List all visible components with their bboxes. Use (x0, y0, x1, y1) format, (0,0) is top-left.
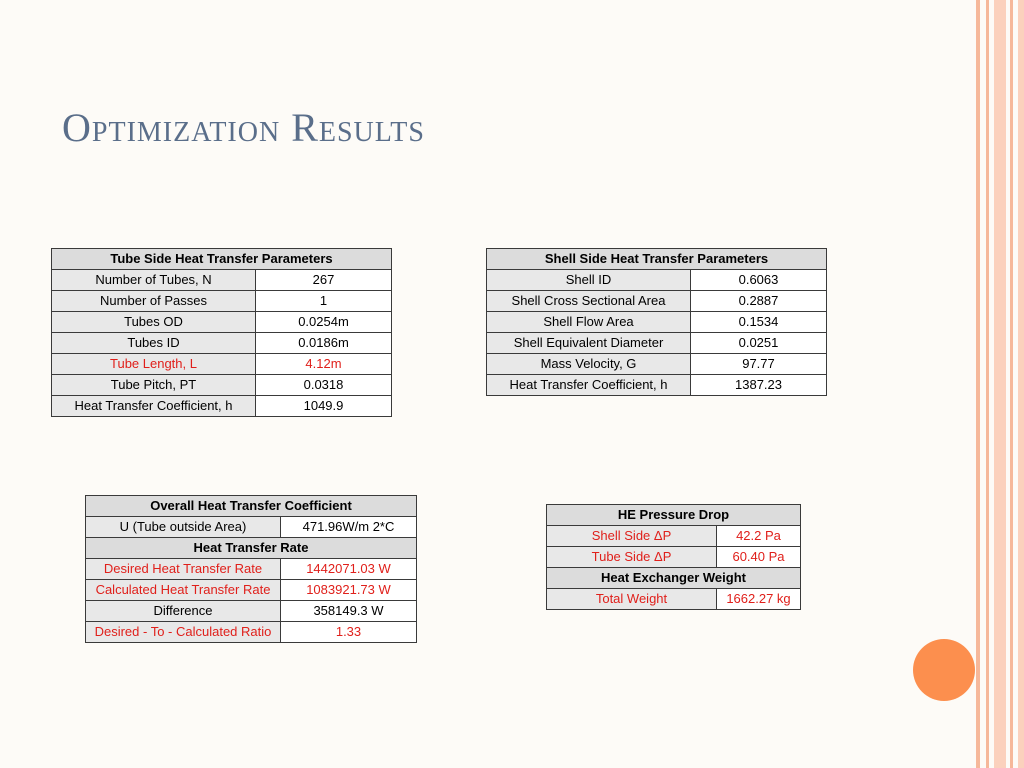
table-header-row (52, 249, 392, 270)
row-value: 1442071.03 W (281, 559, 417, 580)
table-row (52, 375, 392, 396)
page-title: Optimization Results (62, 105, 425, 150)
row-value: 97.77 (691, 354, 827, 375)
table-row (547, 526, 801, 547)
row-value: 1662.27 kg (717, 589, 801, 610)
row-label: Desired - To - Calculated Ratio (86, 622, 281, 643)
row-label: Calculated Heat Transfer Rate (86, 580, 281, 601)
row-value: 471.96W/m 2*C (281, 517, 417, 538)
row-value: 1 (256, 291, 392, 312)
table-row (86, 622, 417, 643)
row-label: Tube Pitch, PT (52, 375, 256, 396)
table-subheader: Heat Transfer Rate (86, 538, 417, 559)
row-label: Tubes OD (52, 312, 256, 333)
row-label: Tube Side ΔP (547, 547, 717, 568)
table-row (547, 589, 801, 610)
row-label: Number of Tubes, N (52, 270, 256, 291)
row-value: 42.2 Pa (717, 526, 801, 547)
table-row (487, 354, 827, 375)
table-row (52, 270, 392, 291)
row-label: Shell Equivalent Diameter (487, 333, 691, 354)
row-label: Tubes ID (52, 333, 256, 354)
row-label: Total Weight (547, 589, 717, 610)
pressure-drop-table (546, 504, 801, 610)
table-row (52, 291, 392, 312)
table-row (52, 354, 392, 375)
row-value: 0.6063 (691, 270, 827, 291)
table-row (487, 375, 827, 396)
row-value: 0.0318 (256, 375, 392, 396)
row-label: U (Tube outside Area) (86, 517, 281, 538)
row-label: Difference (86, 601, 281, 622)
table-row (86, 517, 417, 538)
table-header-row (86, 538, 417, 559)
table-header: Overall Heat Transfer Coefficient (86, 496, 417, 517)
row-value: 358149.3 W (281, 601, 417, 622)
row-label: Desired Heat Transfer Rate (86, 559, 281, 580)
row-value: 1.33 (281, 622, 417, 643)
table-row (86, 601, 417, 622)
row-value: 60.40 Pa (717, 547, 801, 568)
row-label: Mass Velocity, G (487, 354, 691, 375)
table-row (487, 270, 827, 291)
table-row (52, 312, 392, 333)
table-row (86, 559, 417, 580)
table-header-row (547, 568, 801, 589)
row-label: Shell ID (487, 270, 691, 291)
table-header: Shell Side Heat Transfer Parameters (487, 249, 827, 270)
row-value: 4.12m (256, 354, 392, 375)
table-header-row (547, 505, 801, 526)
row-label: Shell Cross Sectional Area (487, 291, 691, 312)
decorative-circle (913, 639, 975, 701)
row-value: 1387.23 (691, 375, 827, 396)
row-value: 0.0254m (256, 312, 392, 333)
row-value: 267 (256, 270, 392, 291)
table-row (487, 312, 827, 333)
table-row (86, 580, 417, 601)
row-value: 0.0251 (691, 333, 827, 354)
row-value: 1049.9 (256, 396, 392, 417)
table-header-row (86, 496, 417, 517)
table-header: Tube Side Heat Transfer Parameters (52, 249, 392, 270)
table-row (487, 291, 827, 312)
table-subheader: Heat Exchanger Weight (547, 568, 801, 589)
table-row (487, 333, 827, 354)
table-row (547, 547, 801, 568)
tube-side-table (51, 248, 392, 417)
row-label: Shell Flow Area (487, 312, 691, 333)
table-row (52, 396, 392, 417)
row-value: 0.1534 (691, 312, 827, 333)
decorative-stripes (976, 0, 1024, 768)
shell-side-table (486, 248, 827, 396)
row-value: 0.0186m (256, 333, 392, 354)
overall-heat-transfer-table (85, 495, 417, 643)
row-label: Heat Transfer Coefficient, h (52, 396, 256, 417)
row-label: Number of Passes (52, 291, 256, 312)
row-label: Tube Length, L (52, 354, 256, 375)
row-label: Shell Side ΔP (547, 526, 717, 547)
row-value: 0.2887 (691, 291, 827, 312)
row-label: Heat Transfer Coefficient, h (487, 375, 691, 396)
table-header: HE Pressure Drop (547, 505, 801, 526)
row-value: 1083921.73 W (281, 580, 417, 601)
table-header-row (487, 249, 827, 270)
table-row (52, 333, 392, 354)
